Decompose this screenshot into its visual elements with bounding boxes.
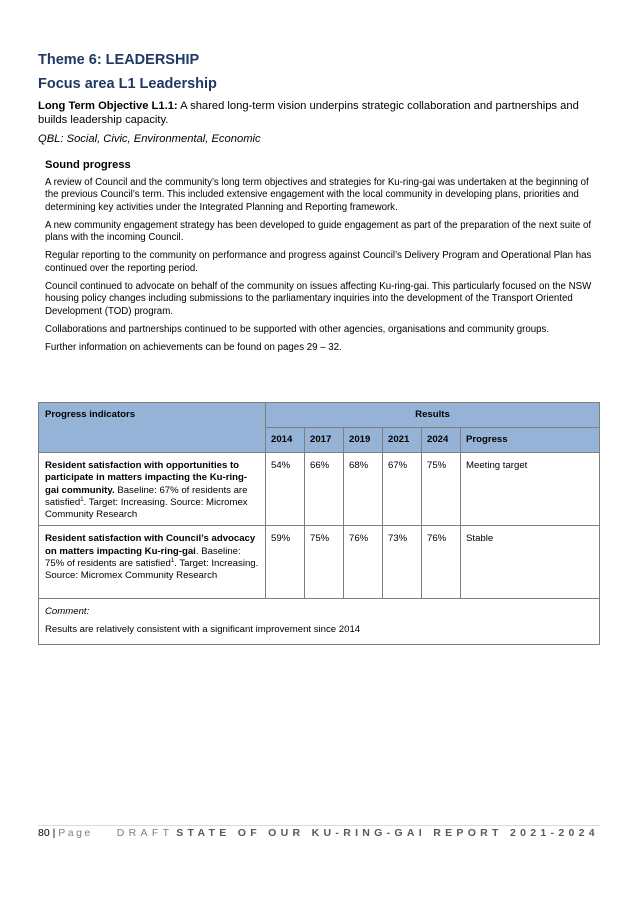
result-value: 54%: [266, 453, 305, 526]
indicator-description: [39, 453, 266, 526]
progress-status: Stable: [461, 526, 600, 599]
result-value: 68%: [344, 453, 383, 526]
paragraph: A new community engagement strategy has been developed to guide engagement as part of the preparation of the next suite of plans with the incoming Council.: [45, 219, 592, 244]
table-row: [39, 526, 600, 599]
indicator-baseline: . Baseline: 75% of residents are satisfied: [45, 545, 241, 570]
result-value: 75%: [422, 453, 461, 526]
paragraph: A review of Council and the community’s long term objectives and strategies for Ku-ring-gai was undertaken at the beginning of the previous Council’s term. This included extensive engagement with the local community in developing plans, priorities and determining key activities under the Integrated Planning and Reporting framework.: [45, 177, 589, 213]
result-value: 76%: [344, 526, 383, 599]
indicator-title: Resident satisfaction with Council’s advocacy on matters impacting Ku-ring-gai: [45, 533, 256, 557]
objective-label: Long Term Objective L1.1:: [38, 100, 178, 112]
result-value: 75%: [305, 526, 344, 599]
qbl-line: QBL: Social, Civic, Environmental, Economic: [38, 133, 261, 145]
focus-area-title: Focus area L1 Leadership: [38, 76, 217, 92]
result-value: 66%: [305, 453, 344, 526]
indicator-details: . Target: Increasing. Source: Micromex Community Research: [45, 558, 259, 582]
indicator-baseline: Baseline: 67% of residents are satisfied: [45, 484, 248, 508]
footnote-marker: 1: [170, 557, 175, 564]
header-year: 2017: [305, 428, 344, 453]
progress-status: Meeting target: [461, 453, 600, 526]
paragraph: Collaborations and partnerships continued to be supported with other agencies, organisations and community groups.: [45, 323, 550, 335]
header-progress-indicators: Progress indicators: [39, 403, 266, 453]
indicator-title: Resident satisfaction with opportunities to participate in matters impacting the Ku-ring-gai community.: [45, 460, 248, 496]
paragraph: Regular reporting to the community on performance and progress against Council’s Delivery Program and Operational Plan has continued over the reporting period.: [45, 250, 592, 274]
paragraph: Further information on achievements can be found on pages 29 – 32.: [45, 342, 342, 354]
theme-title: Theme 6: LEADERSHIP: [38, 52, 200, 68]
footnote-marker: 1: [80, 496, 84, 503]
paragraph: Council continued to advocate on behalf of the community on issues affecting Ku-ring-gai. This particularly focused on the NSW housing policy changes including submissions to the parliamentary inquiries into the development of the Transport Oriented Development (TOD) program.: [45, 281, 592, 317]
header-year: 2014: [266, 428, 305, 453]
page-word: Page: [58, 827, 93, 839]
result-value: 67%: [383, 453, 422, 526]
objective-text: A shared long-term vision underpins strategic collaboration and partnerships and builds leadership capacity.: [38, 100, 579, 126]
progress-indicators-table: [38, 402, 600, 645]
header-year: 2024: [422, 428, 461, 453]
report-title: STATE OF OUR KU-RING-GAI REPORT 2021-2024: [176, 827, 599, 839]
comment-row: [39, 599, 600, 645]
header-year: 2019: [344, 428, 383, 453]
header-year: 2021: [383, 428, 422, 453]
header-results: Results: [266, 403, 600, 428]
sound-progress-heading: Sound progress: [45, 159, 131, 171]
comment-cell: [39, 599, 600, 645]
indicator-description: [39, 526, 266, 599]
table-header-row: [39, 403, 600, 428]
footer-separator: |: [49, 827, 59, 839]
indicator-details: . Target: Increasing. Source: Micromex Community Research: [45, 496, 248, 521]
page-number: 80: [38, 827, 50, 839]
page-footer: [38, 825, 600, 839]
sound-progress-section: [45, 159, 600, 361]
result-value: 76%: [422, 526, 461, 599]
long-term-objective: [38, 99, 598, 127]
draft-label: DRAFT: [116, 827, 174, 839]
comment-text: Results are relatively consistent with a significant improvement since 2014: [45, 623, 361, 635]
result-value: 59%: [266, 526, 305, 599]
result-value: 73%: [383, 526, 422, 599]
table-row: [39, 453, 600, 526]
comment-label: Comment:: [45, 606, 90, 618]
footer-line: [38, 827, 599, 839]
header-progress: Progress: [461, 428, 600, 453]
